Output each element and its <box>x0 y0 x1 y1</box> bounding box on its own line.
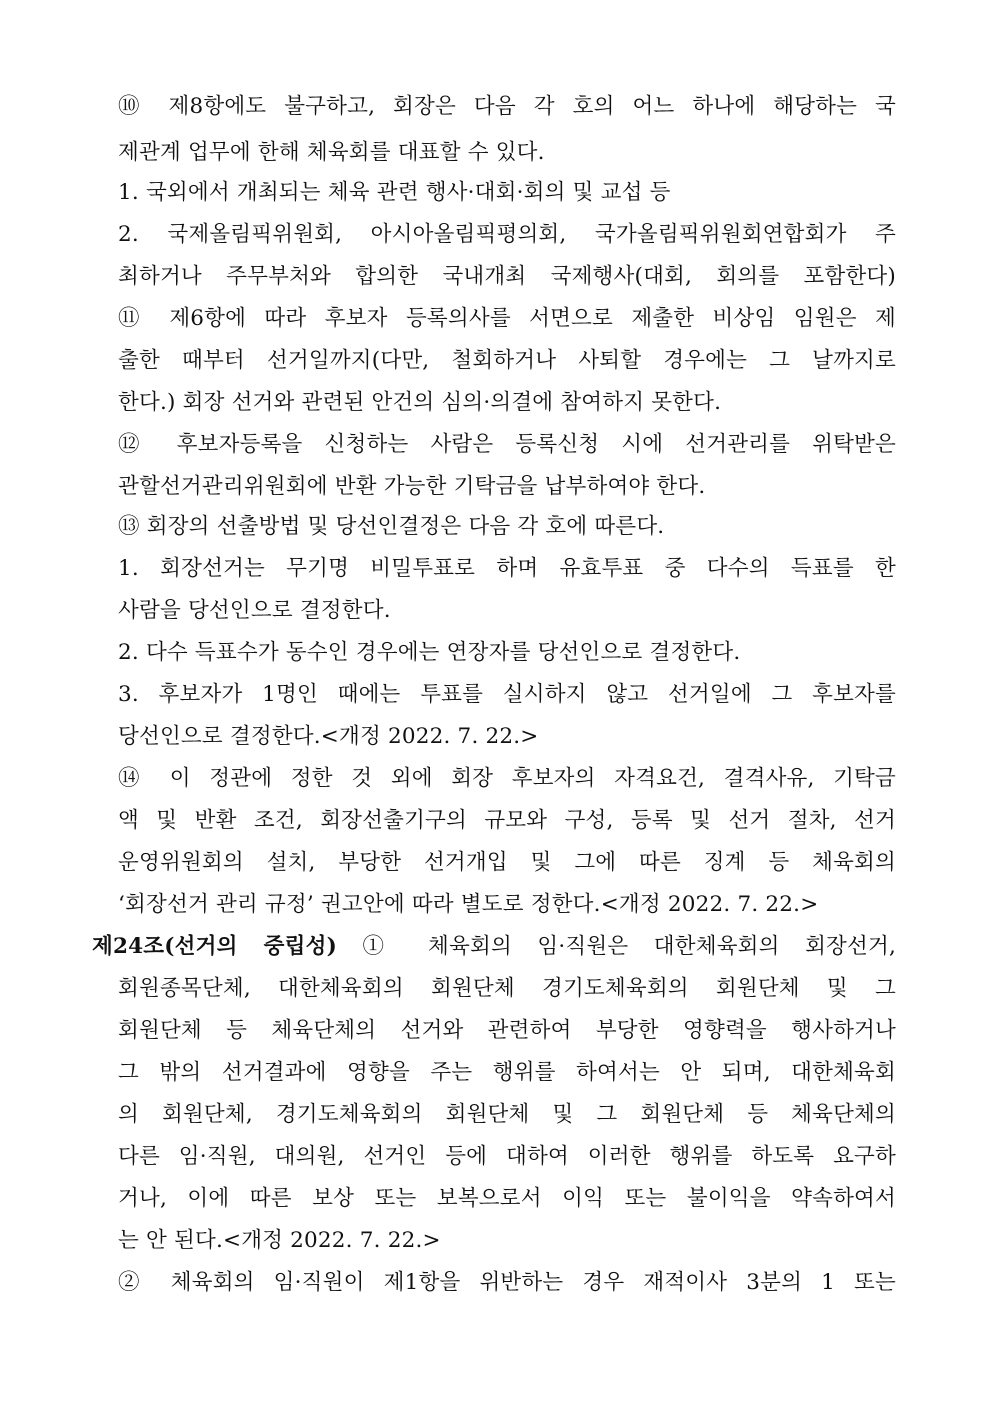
paragraph-11-line-1: ⑪ 제6항에 따라 후보자 등록의사를 서면으로 제출한 비상임 임원은 제 <box>118 306 896 331</box>
paragraph-14-line-3: 운영위원회의 설치, 부당한 선거개입 및 그에 따른 징계 등 체육회의 <box>118 850 896 875</box>
paragraph-12-line-2: 관할선거관리위원회에 반환 가능한 기탁금을 납부하여야 한다. <box>118 474 706 499</box>
article-24-first-line: ① 체육회의 임·직원은 대한체육회의 회장선거, <box>362 934 896 959</box>
election-item-3-line-2: 당선인으로 결정한다.<개정 2022. 7. 22.> <box>118 724 539 749</box>
article-24-heading-line <box>92 934 896 960</box>
article-24-line-8: 는 안 된다.<개정 2022. 7. 22.> <box>118 1228 441 1253</box>
item-2-line-2: 최하거나 주무부처와 합의한 국내개최 국제행사(대회, 회의를 포함한다) <box>118 264 896 289</box>
item-2-line-1: 2. 국제올림픽위원회, 아시아올림픽평의회, 국가올림픽위원회연합회가 주 <box>118 222 896 247</box>
paragraph-14-line-4: ‘회장선거 관리 규정’ 권고안에 따라 별도로 정한다.<개정 2022. 7. 22.> <box>118 892 819 917</box>
paragraph-14-line-1: ⑭ 이 정관에 정한 것 외에 회장 후보자의 자격요건, 결격사유, 기탁금 <box>118 766 896 791</box>
article-24-line-5: 의 회원단체, 경기도체육회의 회원단체 및 그 회원단체 등 체육단체의 <box>118 1102 896 1127</box>
election-item-1-line-1: 1. 회장선거는 무기명 비밀투표로 하며 유효투표 중 다수의 득표를 한 <box>118 556 896 581</box>
article-24-line-7: 거나, 이에 따른 보상 또는 보복으로서 이익 또는 불이익을 약속하여서 <box>118 1186 896 1211</box>
paragraph-13-line: ⑬ 회장의 선출방법 및 당선인결정은 다음 각 호에 따른다. <box>118 514 665 539</box>
article-24-line-4: 그 밖의 선거결과에 영향을 주는 행위를 하여서는 안 되며, 대한체육회 <box>118 1060 896 1085</box>
paragraph-10-line-1: ⑩ 제8항에도 불구하고, 회장은 다음 각 호의 어느 하나에 해당하는 국 <box>118 94 896 119</box>
paragraph-10-line-2: 제관계 업무에 한해 체육회를 대표할 수 있다. <box>118 140 545 165</box>
article-24-paragraph-2-line: ② 체육회의 임·직원이 제1항을 위반하는 경우 재적이사 3분의 1 또는 <box>118 1270 896 1295</box>
paragraph-12-line-1: ⑫ 후보자등록을 신청하는 사람은 등록신청 시에 선거관리를 위탁받은 <box>118 432 896 457</box>
paragraph-11-line-3: 한다.) 회장 선거와 관련된 안건의 심의·의결에 참여하지 못한다. <box>118 390 722 415</box>
paragraph-14-line-2: 액 및 반환 조건, 회장선출기구의 규모와 구성, 등록 및 선거 절차, 선거 <box>118 808 896 833</box>
election-item-2-line: 2. 다수 득표수가 동수인 경우에는 연장자를 당선인으로 결정한다. <box>118 640 741 665</box>
article-24-line-3: 회원단체 등 체육단체의 선거와 관련하여 부당한 영향력을 행사하거나 <box>118 1018 896 1043</box>
article-24-line-2: 회원종목단체, 대한체육회의 회원단체 경기도체육회의 회원단체 및 그 <box>118 976 896 1001</box>
article-24-line-6: 다른 임·직원, 대의원, 선거인 등에 대하여 이러한 행위를 하도록 요구하 <box>118 1144 896 1169</box>
article-24-title: 제24조(선거의 중립성) <box>92 934 337 959</box>
paragraph-11-line-2: 출한 때부터 선거일까지(다만, 철회하거나 사퇴할 경우에는 그 날까지로 <box>118 348 896 373</box>
election-item-1-line-2: 사람을 당선인으로 결정한다. <box>118 598 391 623</box>
election-item-3-line-1: 3. 후보자가 1명인 때에는 투표를 실시하지 않고 선거일에 그 후보자를 <box>118 682 896 707</box>
item-1-line: 1. 국외에서 개최되는 체육 관련 행사·대회·회의 및 교섭 등 <box>118 180 671 205</box>
